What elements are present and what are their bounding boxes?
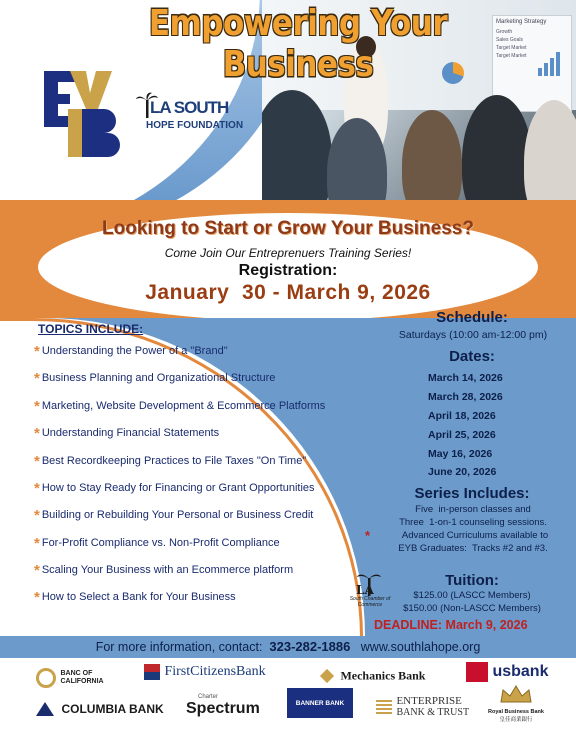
asterisk-icon: * [34,480,40,497]
board-item: Sales Goals [496,37,523,43]
la-south-logo [136,92,256,137]
usbank-shield-icon [466,662,488,682]
registration-dates: January 30 - March 9, 2026 [145,281,431,304]
class-date: June 20, 2026 [428,466,497,478]
asterisk-icon: * [34,535,40,552]
asterisk-icon: * [34,370,40,387]
banner-title: Empowering Your Business [148,2,448,86]
dates-heading: Dates: [449,348,495,365]
tuition-nonmembers: $150.00 (Non-LASCC Members) [403,603,541,614]
topic-item [34,343,228,360]
asterisk-icon: * [34,453,40,470]
deadline: DEADLINE: March 9, 2026 [374,618,528,632]
banner-bank-text: BANNER BANK [295,699,345,707]
class-date: March 14, 2026 [428,372,503,384]
mechanics-bank-logo [322,667,425,685]
topic-item [34,398,325,415]
contact-label: For more information, contact: [95,640,263,654]
class-date: May 16, 2026 [428,448,493,460]
usbank-text: usbank [492,663,549,680]
hope-foundation-text: HOPE FOUNDATION [146,120,244,131]
topic-text: For-Profit Compliance vs. Non-Profit Compliance [41,537,280,549]
palm-tree-icon [136,92,158,118]
schedule-text: Saturdays (10:00 am-12:00 pm) [398,329,548,341]
class-date: April 25, 2026 [428,429,496,441]
topic-item [34,480,315,497]
board-title: Marketing Strategy [496,19,547,25]
topic-item [34,535,280,552]
series-heading: Series Includes: [414,485,530,502]
intro-headline: Looking to Start or Grow Your Business? [102,218,474,239]
asterisk-icon: * [34,343,40,360]
topic-item [34,507,313,524]
spectrum-text: Spectrum [186,700,260,717]
series-line: Advanced Curriculums available to [401,530,549,541]
asterisk-icon: * [365,528,371,543]
banc-of-california-logo [36,668,120,688]
asterisk-icon: * [34,398,40,415]
asterisk-icon: * [34,562,40,579]
topic-item [34,425,219,442]
chamber-logo-text: LA [356,583,374,596]
series-line: EYB Graduates: Tracks #2 and #3. [398,543,548,554]
sponsor-logos [0,658,576,740]
la-south-text: LA SOUTH [150,98,229,117]
board-item: Target Market [496,53,527,59]
columbia-icon [36,702,54,716]
contact-line [0,639,576,654]
intro-subline: Come Join Our Entreprenuers Training Series! [164,246,412,260]
topic-text: Business Planning and Organizational Structure [41,372,276,384]
chamber-text: South Chamber of Commerce [349,596,391,608]
schedule-heading: Schedule: [436,309,508,326]
first-citizens-text: FirstCitizensBank [164,663,266,679]
royal-text: Royal Business Bank [488,709,544,715]
asterisk-icon: * [34,507,40,524]
asterisk-icon: * [34,425,40,442]
class-date: March 28, 2026 [428,391,503,403]
columbia-bank-text: COLUMBIA BANK [61,701,164,716]
registration-label: Registration: [238,262,338,279]
tuition-heading: Tuition: [445,572,499,589]
banc-of-california-text: BANC OF CALIFORNIA [60,670,104,685]
topic-text: Building or Rebuilding Your Personal or Business Credit [41,509,314,521]
first-citizens-logo [144,663,266,681]
flag-icon [144,664,160,680]
tuition-members: $125.00 (LASCC Members) [413,590,531,601]
series-line: Five in-person classes and [415,504,531,515]
topic-item [34,370,275,387]
board-item: Growth [496,29,513,35]
enterprise-text: ENTERPRISE [396,695,462,707]
board-item: Target Market [496,45,527,51]
mechanics-icon [320,669,334,683]
topic-text: Marketing, Website Development & Ecommerce Platforms [41,400,326,412]
topic-item [34,453,306,470]
topic-text: Scaling Your Business with an Ecommerce platform [41,564,294,576]
sunburst-icon [36,668,56,688]
usbank-logo [466,662,548,682]
spectrum-logo [186,694,260,718]
enterprise-sub-text: BANK & TRUST [396,707,470,718]
topic-text: Understanding Financial Statements [41,427,220,439]
topics-heading: TOPICS INCLUDE: [38,322,144,336]
columbia-bank-logo [36,700,164,718]
royal-business-bank-logo [486,684,546,723]
series-line: Three 1-on-1 counseling sessions. [399,517,547,528]
asterisk-icon: * [34,589,40,606]
contact-website[interactable]: www.southlahope.org [360,640,481,654]
topic-item [34,589,236,606]
class-date: April 18, 2026 [428,410,496,422]
mechanics-bank-text: Mechanics Bank [340,668,426,683]
banner-bank-logo [287,688,353,718]
spectrum-top-text: Charter [198,694,219,700]
enterprise-bank-logo [376,696,469,718]
enterprise-icon [376,700,392,714]
topic-text: Understanding the Power of a "Brand" [41,345,228,357]
topic-text: Best Recordkeeping Practices to File Taxes "On Time" [41,455,307,467]
crown-icon [499,684,533,704]
topic-item [34,562,293,579]
topic-text: How to Select a Bank for Your Business [41,591,236,603]
contact-phone[interactable]: 323-282-1886 [269,639,351,654]
royal-cn-text: 皇佳商業銀行 [499,717,533,723]
topic-text: How to Stay Ready for Financing or Grant Opportunities [41,482,315,494]
